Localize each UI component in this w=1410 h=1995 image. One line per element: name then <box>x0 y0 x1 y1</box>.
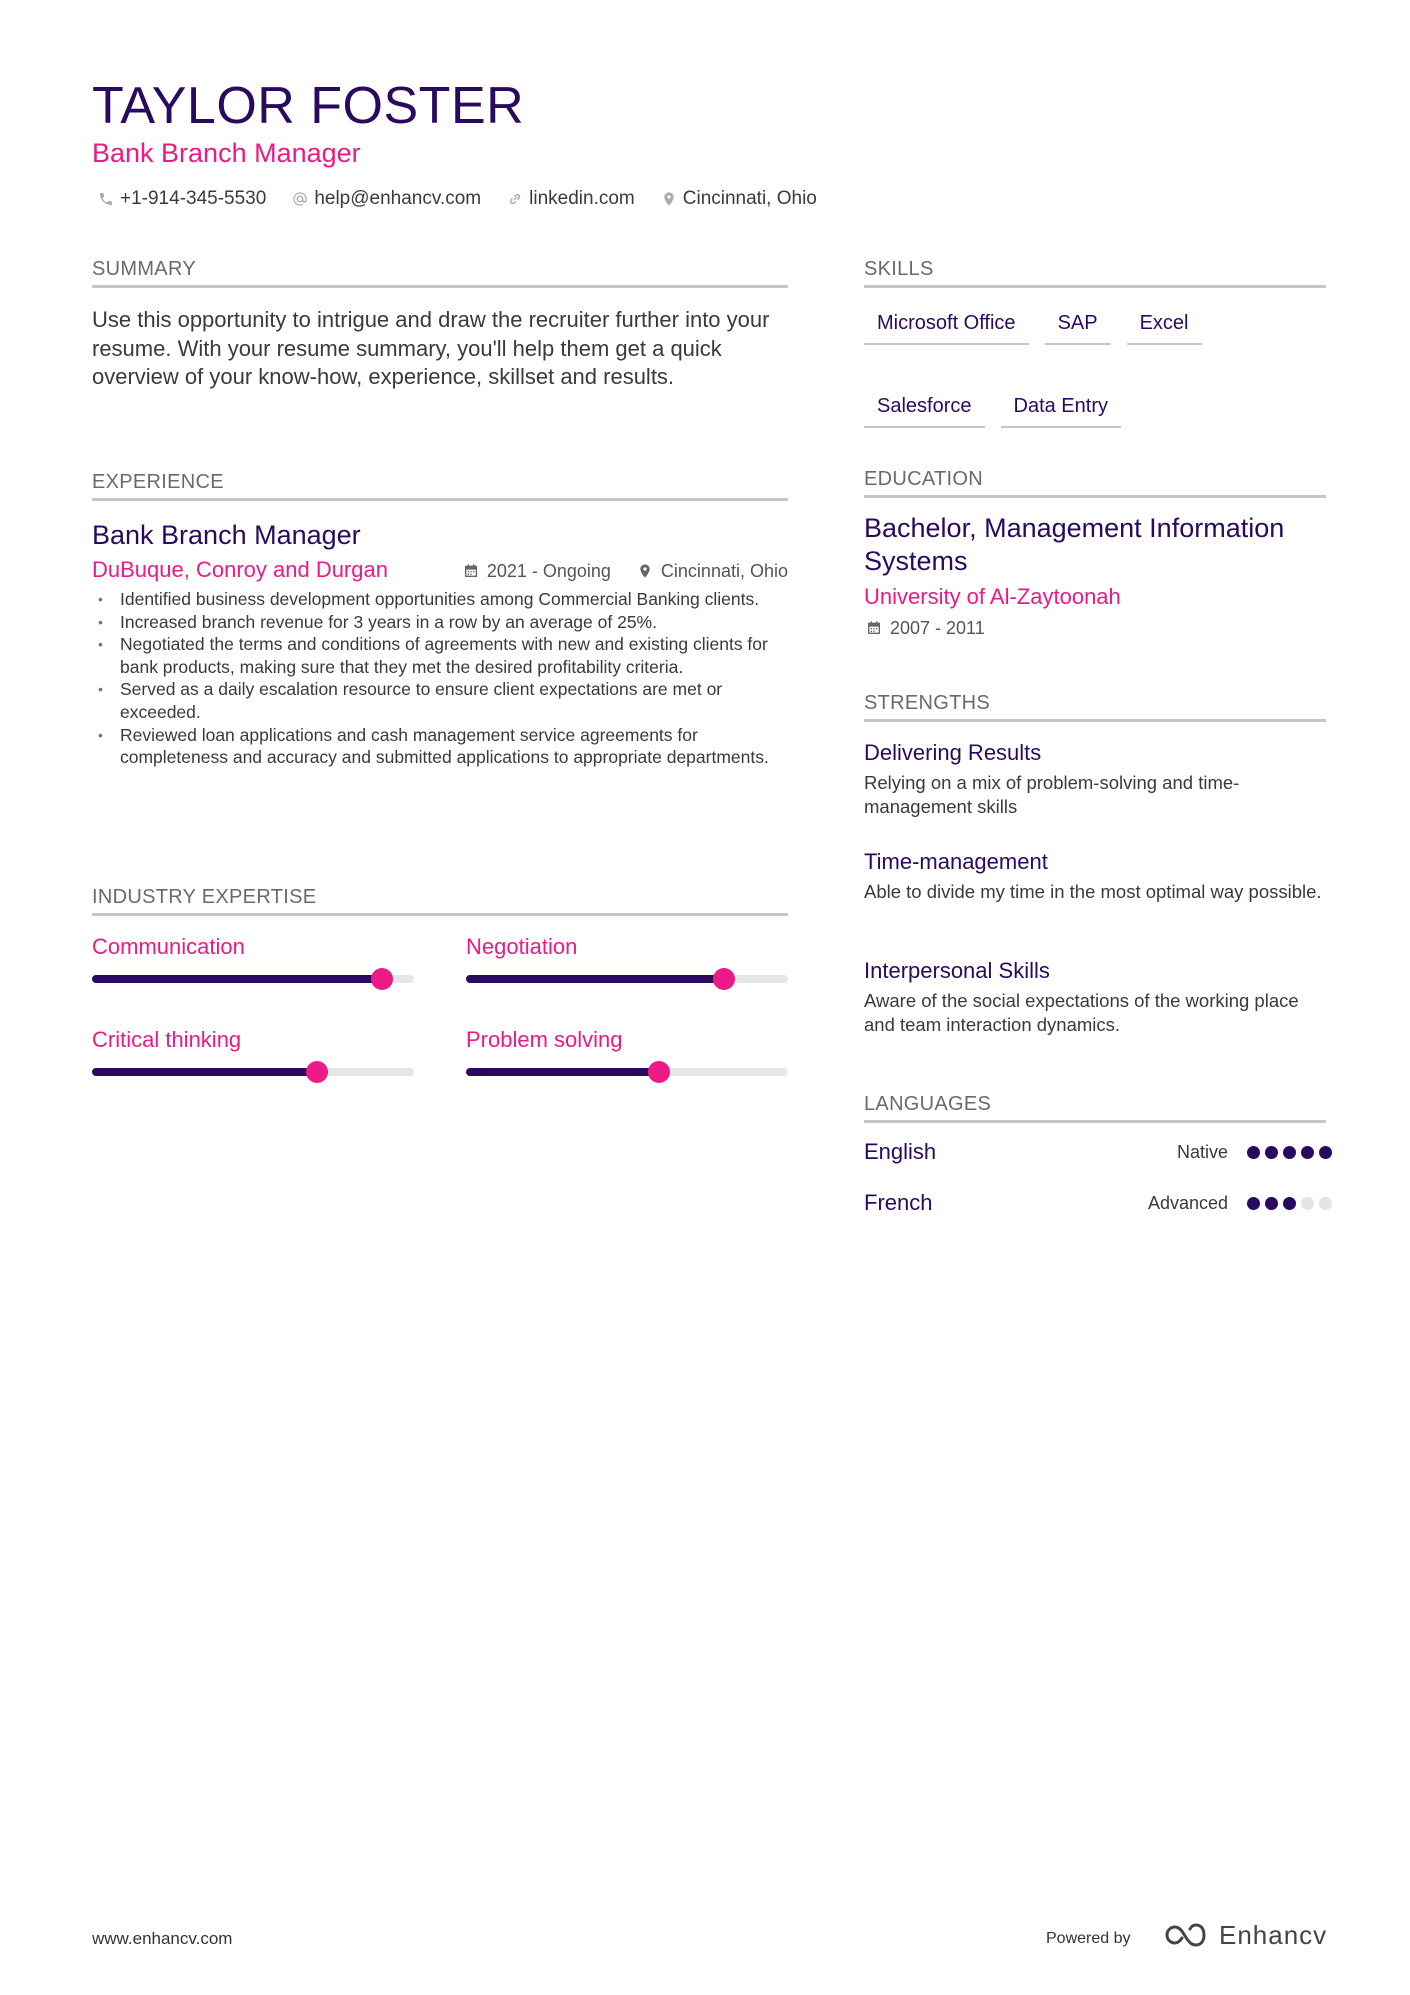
experience-dates-text: 2021 - Ongoing <box>486 561 611 581</box>
at-icon <box>292 191 308 207</box>
experience-location <box>637 558 788 584</box>
email-text: help@enhancv.com <box>314 188 482 209</box>
skill-tag: SAP <box>1045 306 1111 345</box>
expertise-item <box>92 933 414 983</box>
expertise-track <box>92 975 414 983</box>
language-dot <box>1283 1146 1296 1159</box>
footer-powered-by: Powered by <box>1046 1930 1131 1947</box>
contact-linkedin[interactable] <box>507 186 635 212</box>
education-heading: EDUCATION <box>864 466 1326 498</box>
contact-phone[interactable] <box>98 186 266 212</box>
expertise-label: Critical thinking <box>92 1027 242 1052</box>
location-text: Cincinnati, Ohio <box>682 188 817 209</box>
language-item <box>864 1137 1334 1167</box>
experience-dates <box>463 558 611 584</box>
enhancv-logo-icon <box>1163 1921 1211 1949</box>
strength-title: Time-management <box>864 849 1048 874</box>
expertise-label: Negotiation <box>466 934 578 959</box>
strength-title: Interpersonal Skills <box>864 958 1050 983</box>
language-dot <box>1247 1197 1260 1210</box>
language-dot <box>1319 1146 1332 1159</box>
language-dot <box>1283 1197 1296 1210</box>
language-name: French <box>864 1190 933 1215</box>
experience-location-text: Cincinnati, Ohio <box>660 561 788 581</box>
footer-url[interactable]: www.enhancv.com <box>92 1929 233 1948</box>
language-name: English <box>864 1139 937 1164</box>
education-school: University of Al-Zaytoonah <box>864 584 1121 609</box>
experience-company: DuBuque, Conroy and Durgan <box>92 557 388 582</box>
language-dot <box>1319 1197 1332 1210</box>
education-dates-text: 2007 - 2011 <box>890 618 985 638</box>
education-dates <box>866 615 985 641</box>
experience-bullets <box>92 588 792 769</box>
expertise-track <box>92 1068 414 1076</box>
list-item: • Negotiated the terms and conditions of agreements with new and existing clients for bank products, making sure that they met the desired profitability criteria. <box>92 633 792 678</box>
phone-text: +1-914-345-5530 <box>120 188 267 209</box>
list-item: • Served as a daily escalation resource to ensure client expectations are met or exceeded. <box>92 678 792 723</box>
list-item: • Identified business development opportunities among Commercial Banking clients. <box>92 588 792 611</box>
expertise-knob <box>713 968 735 990</box>
location-pin-icon <box>637 563 653 579</box>
candidate-name: TAYLOR FOSTER <box>92 77 525 135</box>
expertise-fill <box>92 1068 317 1076</box>
summary-heading: SUMMARY <box>92 256 788 288</box>
languages-heading: LANGUAGES <box>864 1091 1326 1123</box>
language-dot <box>1265 1146 1278 1159</box>
expertise-item <box>466 933 788 983</box>
expertise-item <box>92 1026 414 1076</box>
expertise-knob <box>648 1061 670 1083</box>
strength-desc: Relying on a mix of problem-solving and time-management skills <box>864 772 1240 817</box>
experience-role: Bank Branch Manager <box>92 520 361 550</box>
language-dot <box>1301 1146 1314 1159</box>
language-dot <box>1265 1197 1278 1210</box>
linkedin-text: linkedin.com <box>529 188 635 209</box>
language-dots <box>1247 1197 1332 1210</box>
list-item: • Increased branch revenue for 3 years in a row by an average of 25%. <box>92 611 792 634</box>
strength-desc: Able to divide my time in the most optimal way possible. <box>864 881 1322 902</box>
summary-text: Use this opportunity to intrigue and draw the recruiter further into your resume. With your resume summary, you'll help them get a quick overview of your know-how, experience, skillset and results. <box>92 307 770 389</box>
contact-location <box>661 186 817 212</box>
calendar-icon <box>463 563 479 579</box>
experience-meta <box>463 558 788 584</box>
language-item <box>864 1188 1334 1218</box>
strength-item <box>864 957 1334 1037</box>
skills-tags <box>864 306 1324 428</box>
language-dot <box>1301 1197 1314 1210</box>
calendar-icon <box>866 620 882 636</box>
expertise-item <box>466 1026 788 1076</box>
strength-desc: Aware of the social expectations of the working place and team interaction dynamics. <box>864 990 1299 1035</box>
location-pin-icon <box>661 191 677 207</box>
phone-icon <box>98 191 114 207</box>
expertise-track <box>466 975 788 983</box>
skills-heading: SKILLS <box>864 256 1326 288</box>
expertise-track <box>466 1068 788 1076</box>
enhancv-logo-text: Enhancv <box>1219 1920 1328 1950</box>
list-item: • Reviewed loan applications and cash management service agreements for completeness and accuracy and submitted applications to appropriate departments. <box>92 724 792 769</box>
strengths-heading: STRENGTHS <box>864 690 1326 722</box>
education-degree: Bachelor, Management Information Systems <box>864 513 1285 576</box>
experience-heading: EXPERIENCE <box>92 469 788 501</box>
contact-bar <box>98 186 817 212</box>
expertise-knob <box>306 1061 328 1083</box>
expertise-label: Problem solving <box>466 1027 623 1052</box>
skill-tag: Excel <box>1127 306 1202 345</box>
expertise-knob <box>371 968 393 990</box>
strength-title: Delivering Results <box>864 740 1042 765</box>
enhancv-logo[interactable] <box>1163 1919 1327 1951</box>
strength-item <box>864 848 1334 904</box>
language-level: Native <box>1176 1142 1228 1162</box>
skill-tag: Microsoft Office <box>864 306 1029 345</box>
industry-expertise-heading: INDUSTRY EXPERTISE <box>92 884 788 916</box>
contact-email[interactable] <box>292 186 481 212</box>
candidate-title: Bank Branch Manager <box>92 138 361 168</box>
link-icon <box>507 191 523 207</box>
expertise-fill <box>466 975 724 983</box>
language-dots <box>1247 1146 1332 1159</box>
expertise-fill <box>466 1068 659 1076</box>
language-level: Advanced <box>1147 1193 1228 1213</box>
language-dot <box>1247 1146 1260 1159</box>
skill-tag: Salesforce <box>864 389 985 428</box>
strength-item <box>864 739 1334 819</box>
skill-tag: Data Entry <box>1001 389 1121 428</box>
expertise-fill <box>92 975 382 983</box>
expertise-label: Communication <box>92 934 245 959</box>
